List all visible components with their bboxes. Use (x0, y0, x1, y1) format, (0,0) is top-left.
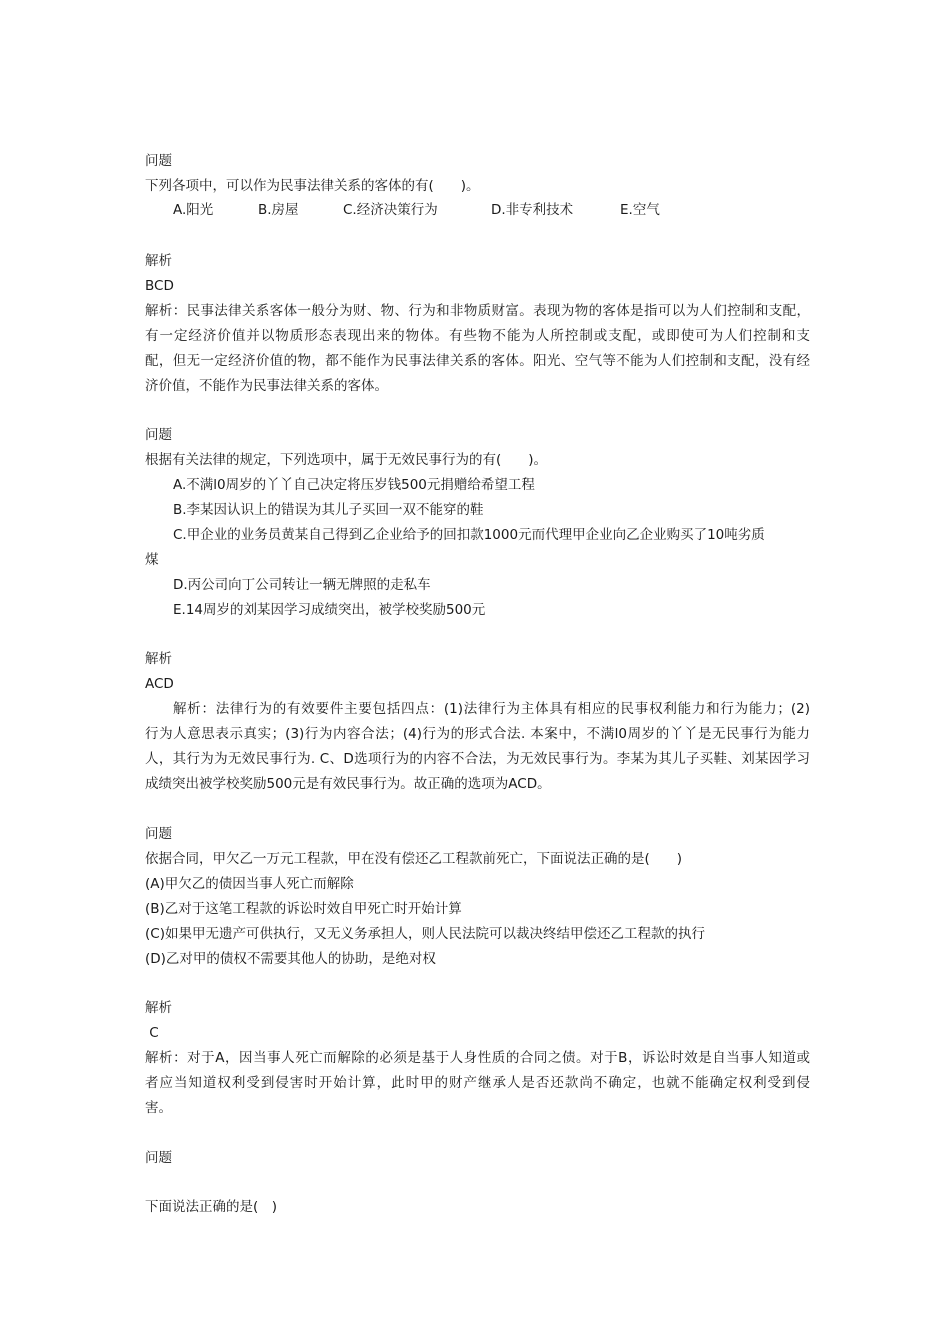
q3-stem: 依据合同，甲欠乙一万元工程款，甲在没有偿还乙工程款前死亡，下面说法正确的是( ) (145, 851, 683, 867)
a2-label: 解析 (145, 651, 172, 667)
a1-line-2: 有一定经济价值并以物质形态表现出来的物体。有些物不能为人所控制或支配，或即使可为人们控制和支 (145, 328, 810, 344)
q1-stem: 下列各项中，可以作为民事法律关系的客体的有( )。 (145, 178, 480, 194)
q1-option-a: A.阳光 (173, 202, 214, 218)
q2-option-a: A.不满l0周岁的丫丫自己决定将压岁钱500元捐赠给希望工程 (173, 477, 535, 493)
q3-label: 问题 (145, 826, 172, 842)
q1-options (173, 200, 813, 220)
a1-line-4: 济价值，不能作为民事法律关系的客体。 (145, 378, 388, 394)
a2-answer: ACD (145, 676, 174, 692)
q1-option-c: C.经济决策行为 (343, 202, 438, 218)
q2-option-c-cont: 煤 (145, 552, 159, 568)
a2-line-3: 人，其行为为无效民事行为. C、D选项行为的内容不合法，为无效民事行为。李某为其儿子买鞋、刘某因学习 (145, 751, 810, 767)
q2-option-c: C.甲企业的业务员黄某自己得到乙企业给予的回扣款1000元而代理甲企业向乙企业购买了10吨劣质 (173, 527, 765, 543)
q4-stem: 下面说法正确的是( ) (145, 1199, 278, 1215)
q2-label: 问题 (145, 427, 172, 443)
q1-label: 问题 (145, 153, 172, 169)
q2-option-d: D.丙公司向丁公司转让一辆无牌照的走私车 (173, 577, 431, 593)
q1-option-e: E.空气 (620, 202, 660, 218)
q2-option-e: E.14周岁的刘某因学习成绩突出，被学校奖励500元 (173, 602, 486, 618)
q3-option-d: (D)乙对甲的债权不需要其他人的协助，是绝对权 (145, 951, 436, 967)
a3-label: 解析 (145, 1000, 172, 1016)
q2-option-b: B.李某因认识上的错误为其儿子买回一双不能穿的鞋 (173, 502, 484, 518)
a2-line-1: 解析：法律行为的有效要件主要包括四点：(1)法律行为主体具有相应的民事权利能力和行为能力；(2) (173, 701, 810, 717)
a3-line-3: 害。 (145, 1100, 172, 1116)
a3-answer: C (145, 1025, 159, 1041)
a2-line-2: 行为人意思表示真实；(3)行为内容合法；(4)行为的形式合法. 本案中，不满l0周岁的丫丫是无民事行为能力 (145, 726, 810, 742)
q1-option-d: D.非专利技术 (491, 202, 574, 218)
a3-line-1: 解析：对于A，因当事人死亡而解除的必须是基于人身性质的合同之债。对于B，诉讼时效是自当事人知道或 (145, 1050, 810, 1066)
q3-option-c: (C)如果甲无遗产可供执行，又无义务承担人，则人民法院可以裁决终结甲偿还乙工程款的执行 (145, 926, 705, 942)
q3-option-b: (B)乙对于这笔工程款的诉讼时效自甲死亡时开始计算 (145, 901, 462, 917)
a1-answer: BCD (145, 278, 174, 294)
a1-line-1: 解析：民事法律关系客体一般分为财、物、行为和非物质财富。表现为物的客体是指可以为人们控制和支配， (145, 303, 810, 319)
a2-line-4: 成绩突出被学校奖励500元是有效民事行为。故正确的选项为ACD。 (145, 776, 551, 792)
q4-label: 问题 (145, 1150, 172, 1166)
a3-line-2: 者应当知道权利受到侵害时开始计算，此时甲的财产继承人是否还款尚不确定，也就不能确定权利受到侵 (145, 1075, 810, 1091)
q2-stem: 根据有关法律的规定，下列选项中，属于无效民事行为的有( )。 (145, 452, 548, 468)
a1-line-3: 配，但无一定经济价值的物，都不能作为民事法律关系的客体。阳光、空气等不能为人们控制和支配，没有经 (145, 353, 810, 369)
q3-option-a: (A)甲欠乙的债因当事人死亡而解除 (145, 876, 354, 892)
q1-option-b: B.房屋 (258, 202, 299, 218)
a1-label: 解析 (145, 253, 172, 269)
